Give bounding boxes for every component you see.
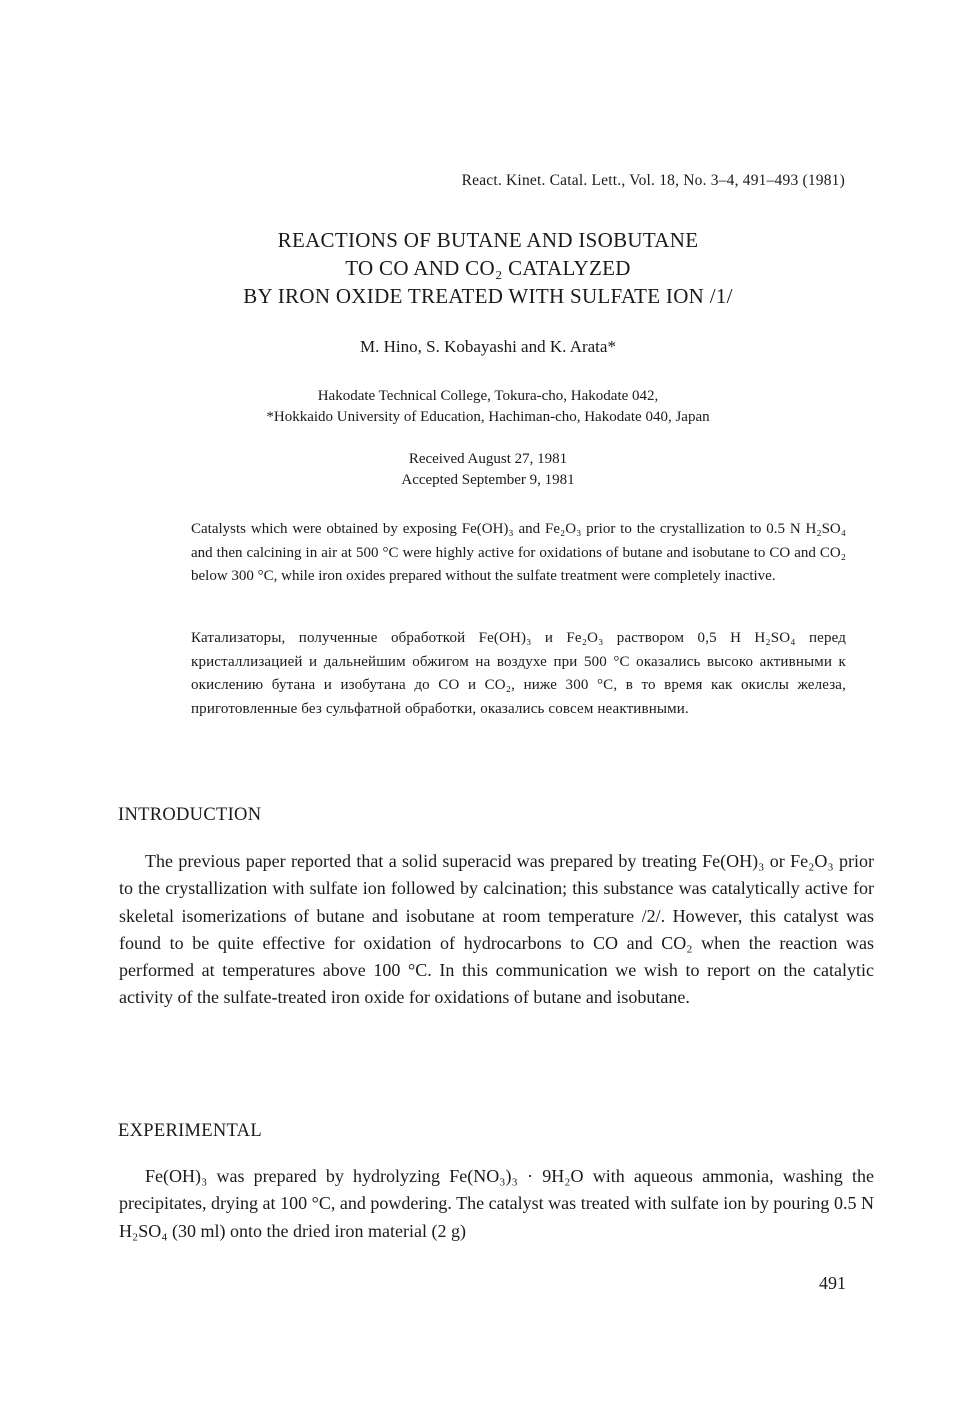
paper-title [0, 226, 976, 310]
abstract-russian: Катализаторы, полученные обработкой Fe(OH)₃ и Fe₂O₃ раствором 0,5 Н H₂SO₄ перед кристаллизацией и дальнейшим обжигом на воздухе при 500 °C оказались высоко активными к окислению бутана и изобутана до CO и CO₂, ниже 300 °C, в то время как окислы железа, приготовленные без сульфатной обработки, оказались совсем неактивными. [191, 630, 846, 717]
received-date: Received August 27, 1981 [408, 451, 568, 467]
affiliation-1: Hakodate Technical College, Tokura-cho, Hakodate 042, [317, 388, 659, 404]
accepted-date: Accepted September 9, 1981 [401, 472, 575, 488]
introduction-paragraph: The previous paper reported that a solid superacid was prepared by treating Fe(OH)₃ or Fe₂O₃ prior to the crystallization with sulfate ion followed by calcination; this substance was catalytically active for skeletal isomerizations of butane and isobutane at room temperature /2/. However, this catalyst was found to be quite effective for oxidation of hydrocarbons to CO and CO₂ when the reaction was performed at temperatures above 100 °C. In this communication we wish to report on the catalytic activity of the sulfate-treated iron oxide for oxidations of butane and isobutane. [119, 851, 874, 1008]
affiliations [0, 386, 976, 428]
title-line-2: TO CO AND CO₂ CATALYZED [345, 256, 631, 280]
title-line-1: REACTIONS OF BUTANE AND ISOBUTANE [277, 228, 699, 252]
journal-citation: React. Kinet. Catal. Lett., Vol. 18, No. 3–4, 491–493 (1981) [461, 172, 845, 189]
page-number: 491 [819, 1273, 846, 1293]
affiliation-2: *Hokkaido University of Education, Hachiman-cho, Hakodate 040, Japan [266, 409, 710, 425]
experimental-heading: EXPERIMENTAL [118, 1121, 262, 1141]
submission-dates [0, 449, 976, 491]
author-list: M. Hino, S. Kobayashi and K. Arata* [360, 337, 616, 356]
title-line-3: BY IRON OXIDE TREATED WITH SULFATE ION /1/ [243, 284, 733, 308]
abstract-english: Catalysts which were obtained by exposing Fe(OH)₃ and Fe₂O₃ prior to the crystallization to 0.5 N H₂SO₄ and then calcining in air at 500 °C were highly active for oxidations of butane and isobutane to CO and CO₂ below 300 °C, while iron oxides prepared without the sulfate treatment were completely inactive. [191, 521, 846, 584]
experimental-paragraph: Fe(OH)₃ was prepared by hydrolyzing Fe(NO₃)₃ · 9H₂O with aqueous ammonia, washing the precipitates, drying at 100 °C, and powdering. The catalyst was treated with sulfate ion by pouring 0.5 N H₂SO₄ (30 ml) onto the dried iron material (2 g) [119, 1166, 874, 1241]
introduction-heading: INTRODUCTION [118, 805, 262, 825]
